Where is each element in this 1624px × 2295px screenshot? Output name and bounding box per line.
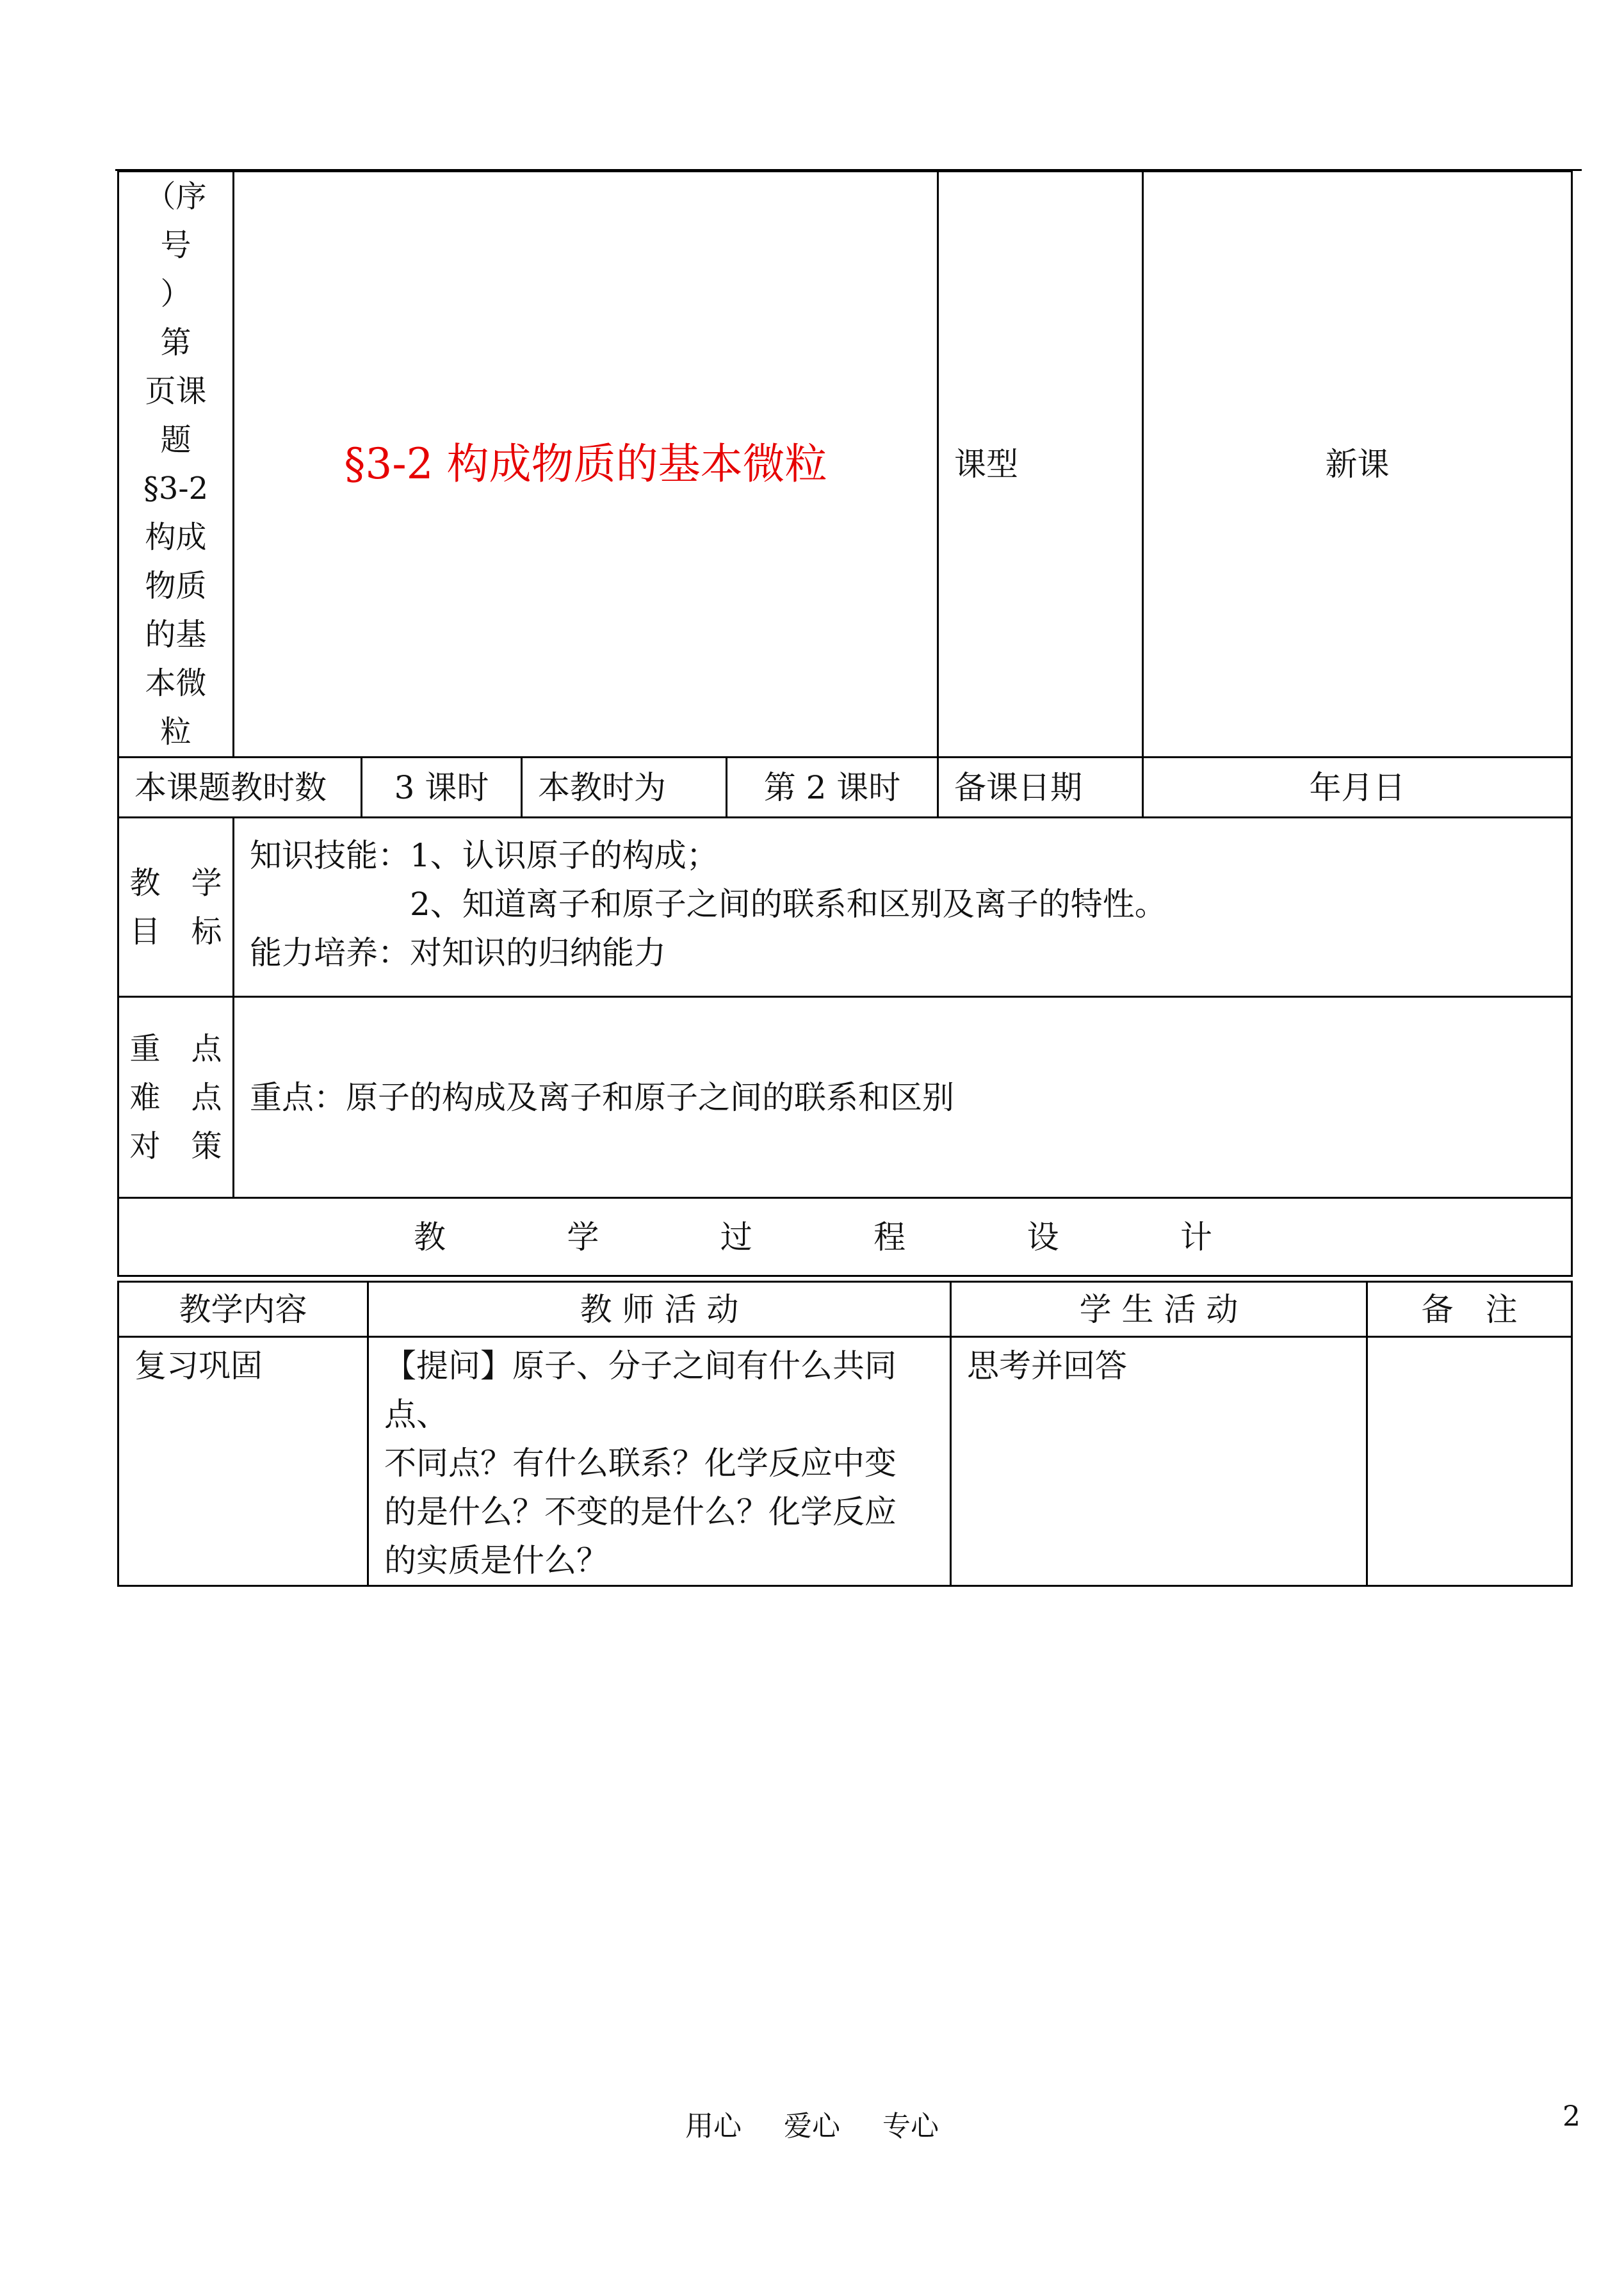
hours-label: 本课题教时数 <box>118 758 362 818</box>
hours-value: 3 课时 <box>362 758 522 818</box>
page-number: 2 <box>1563 2100 1580 2133</box>
footer-item: 专心 <box>882 2110 939 2143</box>
serial-line: 本微 <box>145 665 207 701</box>
key-points-label-line: 难 点 <box>129 1079 222 1115</box>
serial-cell <box>118 172 234 758</box>
process-table <box>117 1281 1573 1587</box>
goals-label-line: 教 学 <box>129 864 222 901</box>
current-lesson-label: 本教时为 <box>522 758 727 818</box>
process-heading-char: 过 <box>720 1218 752 1256</box>
row-note <box>1367 1337 1572 1586</box>
serial-line: 物质 <box>145 568 207 604</box>
goals-content <box>234 818 1572 997</box>
serial-line: 的基 <box>145 617 207 653</box>
row-teacher-activity <box>368 1337 951 1586</box>
col-header-student: 学 生 活 动 <box>951 1282 1367 1337</box>
serial-line: 粒 <box>160 714 191 750</box>
row-student-activity: 思考并回答 <box>951 1337 1367 1586</box>
current-lesson-value: 第 2 课时 <box>727 758 938 818</box>
prep-date-label: 备课日期 <box>938 758 1143 818</box>
key-points-label-line: 对 策 <box>129 1128 222 1164</box>
process-heading-char: 教 <box>414 1218 446 1256</box>
row-content: 复习巩固 <box>118 1337 368 1586</box>
key-points-label-line: 重 点 <box>129 1030 222 1067</box>
goals-label <box>118 818 234 997</box>
serial-line: 第 <box>160 325 191 361</box>
serial-line: 题 <box>160 422 191 458</box>
col-header-teacher: 教 师 活 动 <box>368 1282 951 1337</box>
process-heading-char: 计 <box>1180 1218 1212 1256</box>
process-heading-char: 学 <box>567 1218 599 1256</box>
lesson-title: §3-2 构成物质的基本微粒 <box>234 172 938 758</box>
key-points-content: 重点：原子的构成及离子和原子之间的联系和区别 <box>234 997 1572 1198</box>
serial-line: （序 <box>145 179 207 215</box>
serial-line: ） <box>160 276 191 312</box>
footer-item: 用心 <box>685 2110 742 2143</box>
key-points-label <box>118 997 234 1198</box>
process-heading <box>118 1198 1572 1276</box>
footer <box>0 2103 1624 2144</box>
footer-item: 爱心 <box>784 2110 840 2143</box>
lesson-type-value: 新课 <box>1143 172 1572 758</box>
lesson-type-label: 课型 <box>938 172 1143 758</box>
serial-line: 号 <box>160 227 191 263</box>
teacher-line: 的实质是什么？ <box>384 1542 608 1579</box>
serial-line: 页课 <box>145 373 207 409</box>
process-heading-char: 程 <box>873 1218 906 1256</box>
goal-line: 能力培养：对知识的归纳能力 <box>250 934 666 971</box>
teacher-line: 不同点？有什么联系？化学反应中变 <box>384 1445 897 1482</box>
serial-line: 构成 <box>145 519 207 555</box>
teacher-line: 【提问】原子、分子之间有什么共同点、 <box>384 1347 897 1433</box>
teacher-line: 的是什么？不变的是什么？化学反应 <box>384 1493 897 1530</box>
serial-line: §3-2 <box>143 471 209 507</box>
col-header-content: 教学内容 <box>118 1282 368 1337</box>
goal-line: 2、知道离子和原子之间的联系和区别及离子的特性。 <box>250 886 1167 923</box>
goal-line: 知识技能：1、认识原子的构成； <box>250 837 719 874</box>
prep-date-value: 年月日 <box>1143 758 1572 818</box>
process-heading-char: 设 <box>1027 1218 1059 1256</box>
lesson-plan-table <box>117 170 1573 1277</box>
goals-label-line: 目 标 <box>129 913 222 950</box>
col-header-note: 备 注 <box>1367 1282 1572 1337</box>
